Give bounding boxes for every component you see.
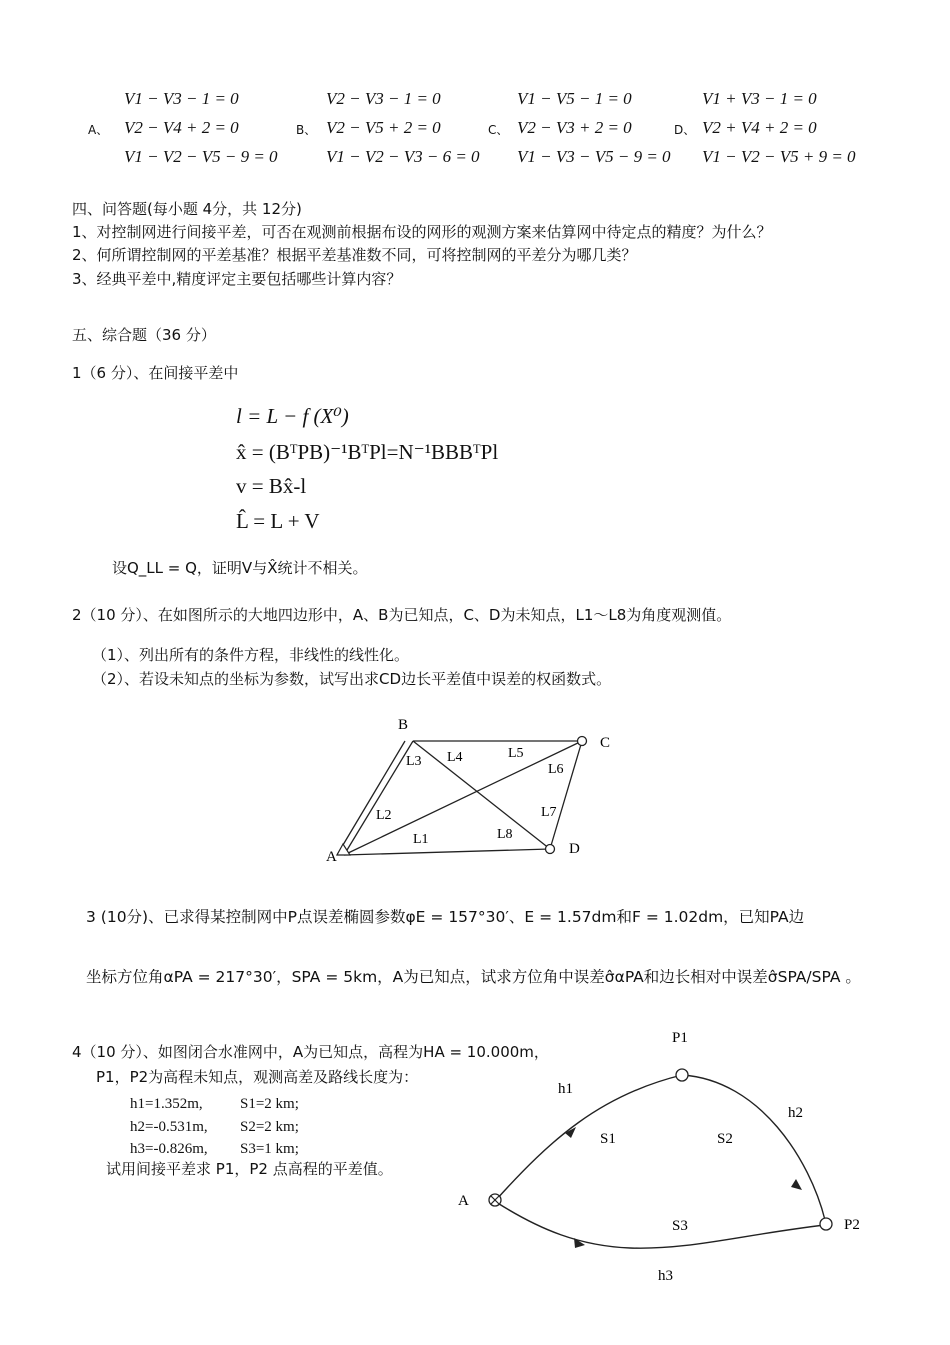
q1-formula-4: L̂ = L + V <box>236 509 320 533</box>
section-4-question-1: 1、对控制网进行间接平差，可否在观测前根据布设的网形的观测方案来估算网中待定点的精度？为什么？ <box>72 223 772 241</box>
edge-cd <box>550 741 582 849</box>
option-d-eq1: V1 + V3 − 1 = 0 <box>702 89 817 108</box>
q4-obs-h1: h1=1.352m, <box>130 1096 203 1112</box>
q4-line-2: P1，P2为高程未知点，观测高差及路线长度为： <box>96 1068 419 1086</box>
angle-l3-label: L3 <box>406 754 422 769</box>
point-p1-label: P1 <box>672 1030 688 1046</box>
q1-prove: 设Q_LL = Q，证明V与X̂统计不相关。 <box>112 559 368 577</box>
edge-bd <box>413 741 550 849</box>
q1-title: 1（6 分）、在间接平差中 <box>72 364 239 382</box>
angle-l6-label: L6 <box>548 762 564 777</box>
section-4-question-2: 2、何所谓控制网的平差基准？根据平差基准数不同，可将控制网的平差分为哪几类？ <box>72 246 637 264</box>
q4-obs-s1: S1=2 km; <box>240 1096 299 1112</box>
route-h3-label: h3 <box>658 1268 673 1284</box>
angle-l5-label: L5 <box>508 746 524 761</box>
angle-l4-label: L4 <box>447 750 463 765</box>
angle-l1-label: L1 <box>413 832 429 847</box>
q3-line-1: 3 (10分)、已求得某控制网中P点误差椭圆参数φE = 157°30′、E = 1.57dm和F = 1.02dm，已知PA边 <box>86 908 805 926</box>
point-b-label: B <box>398 717 409 733</box>
section-4-title: 四、问答题(每小题 4分，共 12分) <box>72 200 302 218</box>
option-d-eq2: V2 + V4 + 2 = 0 <box>702 118 817 137</box>
angle-l8-label: L8 <box>497 827 513 842</box>
point-p2-marker <box>820 1218 832 1230</box>
q2-title: 2（10 分）、在如图所示的大地四边形中，A、B为已知点，C、D为未知点，L1～L8为角度观测值。 <box>72 606 732 624</box>
option-c-eq1: V1 − V5 − 1 = 0 <box>517 89 632 108</box>
q1-formula-1: l = L − f (X⁰) <box>236 404 349 428</box>
option-a-label: A、 <box>88 123 109 137</box>
q2-sub1: （1）、列出所有的条件方程，非线性的线性化。 <box>92 646 410 664</box>
option-b-eq2: V2 − V5 + 2 = 0 <box>326 118 441 137</box>
route-h2-label: h2 <box>788 1105 803 1121</box>
point-a-label: A <box>326 849 337 865</box>
q1-formula-3: v = Bx̂-l <box>236 474 307 498</box>
route-s2-label: S2 <box>717 1131 733 1147</box>
q4-obs-s2: S2=2 km; <box>240 1119 299 1135</box>
point-c-marker <box>578 737 587 746</box>
option-d-eq3: V1 − V2 − V5 + 9 = 0 <box>702 147 856 166</box>
option-c-eq2: V2 − V3 + 2 = 0 <box>517 118 632 137</box>
option-a-eq3: V1 − V2 − V5 − 9 = 0 <box>124 147 278 166</box>
option-b-eq3: V1 − V2 − V3 − 6 = 0 <box>326 147 480 166</box>
arrow-h2 <box>791 1179 802 1190</box>
q4-ask: 试用间接平差求 P1，P2 点高程的平差值。 <box>106 1160 393 1178</box>
option-c-eq3: V1 − V3 − V5 − 9 = 0 <box>517 147 671 166</box>
route-a-p1 <box>496 1075 682 1200</box>
option-d-label: D、 <box>674 123 696 137</box>
route-s3-label: S3 <box>672 1218 688 1234</box>
point-p2-label: P2 <box>844 1217 860 1233</box>
option-a-eq1: V1 − V3 − 1 = 0 <box>124 89 239 108</box>
section-4-question-3: 3、经典平差中,精度评定主要包括哪些计算内容？ <box>72 270 402 288</box>
q4-obs-s3: S3=1 km; <box>240 1141 299 1157</box>
q4-obs-h2: h2=-0.531m, <box>130 1119 208 1135</box>
route-h1-label: h1 <box>558 1081 573 1097</box>
leveling-network-diagram <box>440 1020 880 1290</box>
edge-ab-2 <box>337 741 405 855</box>
arrow-h3 <box>574 1238 585 1248</box>
point-d-marker <box>546 845 555 854</box>
option-a-eq2: V2 − V4 + 2 = 0 <box>124 118 239 137</box>
route-p1-p2 <box>682 1075 825 1220</box>
q4-line-1: 4（10 分）、如图闭合水准网中，A为已知点，高程为HA = 10.000m， <box>72 1043 549 1061</box>
q3-line-2: 坐标方位角αPA = 217°30′，SPA = 5km，A为已知点，试求方位角中误差σ̂αPA和边长相对中误差σ̂SPA/SPA 。 <box>86 968 861 986</box>
angle-l2-label: L2 <box>376 808 392 823</box>
section-5-title: 五、综合题（36 分） <box>72 326 216 344</box>
route-p2-a <box>496 1202 825 1248</box>
q1-formula-2: x̂ = (BᵀPB)⁻¹BᵀPl=N⁻¹BBBᵀPl <box>236 440 499 464</box>
point-c-label: C <box>600 735 611 751</box>
point-p1-marker <box>676 1069 688 1081</box>
q2-sub2: （2）、若设未知点的坐标为参数，试写出求CD边长平差值中误差的权函数式。 <box>92 670 612 688</box>
route-s1-label: S1 <box>600 1131 616 1147</box>
edge-ad <box>344 849 550 855</box>
option-b-eq1: V2 − V3 − 1 = 0 <box>326 89 441 108</box>
point-a-label: A <box>458 1193 469 1209</box>
option-b-label: B、 <box>296 123 317 137</box>
point-d-label: D <box>569 841 580 857</box>
edge-ac <box>344 741 582 855</box>
angle-l7-label: L7 <box>541 805 557 820</box>
option-c-label: C、 <box>488 123 509 137</box>
q4-obs-h3: h3=-0.826m, <box>130 1141 208 1157</box>
quadrilateral-diagram <box>320 705 620 870</box>
